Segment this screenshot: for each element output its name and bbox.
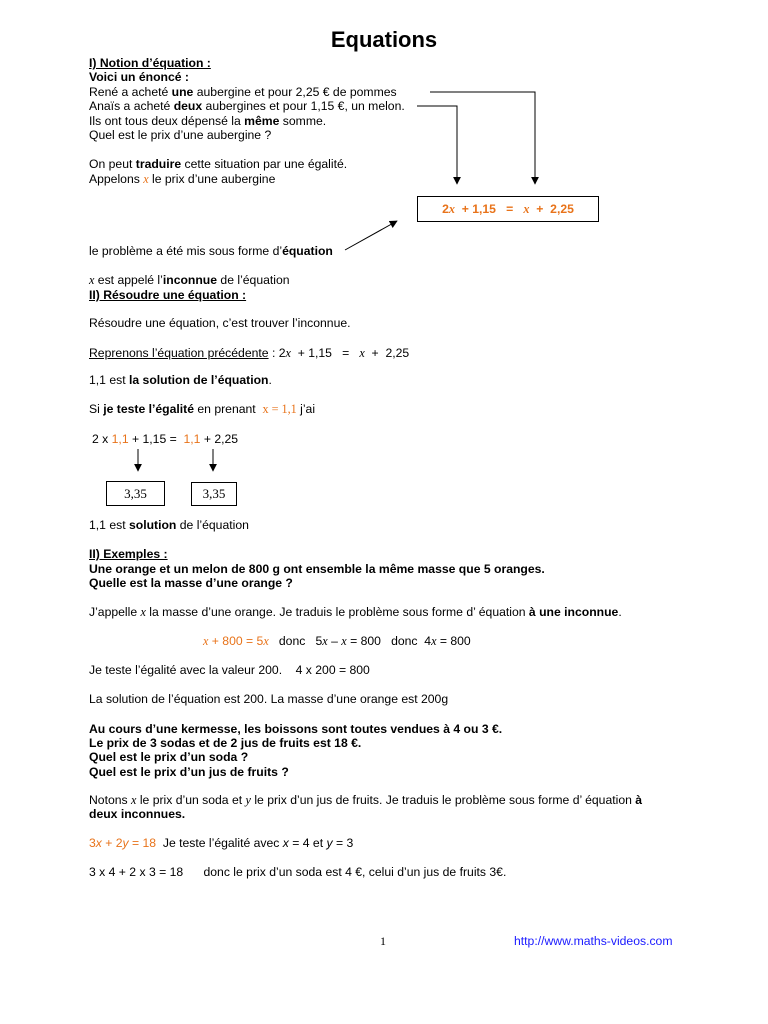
enonce-heading: Voici un énoncé : [89, 70, 189, 84]
enonce-question: Quel est le prix d’une aubergine ? [89, 128, 272, 142]
enonce-line-1: René a acheté une aubergine et pour 2,25 € de pommes [89, 85, 397, 99]
problem-2-line-1: Au cours d’une kermesse, les boissons sont toutes vendues à 4 ou 3 €. [89, 722, 503, 736]
problem-2-setup: Notons x le prix d’un soda et y le prix d’un jus de fruits. Je traduis le problème sous forme d’ équation à [89, 793, 643, 807]
page-title: Equations [330, 27, 438, 52]
enonce-line-3: Ils ont tous deux dépensé la même somme. [89, 114, 327, 128]
solution-conclusion: 1,1 est solution de l’équation [89, 518, 249, 532]
equation-box: 2 x + 1,15 = x + 2,25 [417, 196, 599, 222]
resoudre-definition: Résoudre une équation, c’est trouver l’inconnue. [89, 316, 351, 330]
arrow-anais-to-equation [417, 106, 457, 184]
problem-2-line-4: Quel est le prix d’un jus de fruits ? [89, 765, 289, 779]
reprenons-line: Reprenons l’équation précédente : 2x + 1,15 = x + 2,25 [89, 346, 410, 360]
result-box-right: 3,35 [191, 482, 237, 506]
problem-2-equation: 3x + 2y = 18 Je teste l’égalité avec x = 4 et y = 3 [89, 836, 354, 850]
problem-1-equation: x + 800 = 5x donc 5x – x = 800 donc 4x = 800 [203, 634, 471, 648]
problem-1-setup: J’appelle x la masse d’une orange. Je traduis le problème sous forme d’ équation à une inconnue. [89, 605, 622, 619]
website-link[interactable]: http://www.maths-videos.com [514, 934, 673, 948]
inconnue-line: x est appelé l’inconnue de l’équation [89, 273, 290, 287]
problem-2-line-2: Le prix de 3 sodas et de 2 jus de fruits est 18 €. [89, 736, 362, 750]
problem-1-solution: La solution de l’équation est 200. La masse d’une orange est 200g [89, 692, 449, 706]
problem-2-line-3: Quel est le prix d’un soda ? [89, 750, 249, 764]
problem-2-conclusion: 3 x 4 + 2 x 3 = 18 donc le prix d’un soda est 4 €, celui d’un jus de fruits 3€. [89, 865, 507, 879]
examples-heading: II) Exemples : [89, 547, 168, 561]
substitution-line: 2 x 1,1 + 1,15 = 1,1 + 2,25 [92, 432, 239, 446]
appelons-line: Appelons x le prix d’une aubergine [89, 172, 276, 186]
problem-1-line-2: Quelle est la masse d’une orange ? [89, 576, 293, 590]
problem-2-setup-cont: deux inconnues. [89, 807, 186, 821]
arrow-equation-word-to-box [345, 221, 397, 250]
section-2-heading: II) Résoudre une équation : [89, 288, 247, 302]
test-line: Si je teste l’égalité en prenant x = 1,1 j’ai [89, 402, 316, 416]
problem-1-line-1: Une orange et un melon de 800 g ont ensemble la même masse que 5 oranges. [89, 562, 545, 576]
section-1-heading: I) Notion d’équation : [89, 56, 211, 70]
solution-statement: 1,1 est la solution de l’équation. [89, 373, 272, 387]
problem-1-test: Je teste l’égalité avec la valeur 200. 4 x 200 = 800 [89, 663, 370, 677]
page-number: 1 [380, 934, 386, 948]
result-box-left: 3,35 [106, 481, 165, 506]
traduire-line: On peut traduire cette situation par une égalité. [89, 157, 348, 171]
equation-form-line: le problème a été mis sous forme d’équation [89, 244, 333, 258]
enonce-line-2: Anaïs a acheté deux aubergines et pour 1,15 €, un melon. [89, 99, 405, 113]
